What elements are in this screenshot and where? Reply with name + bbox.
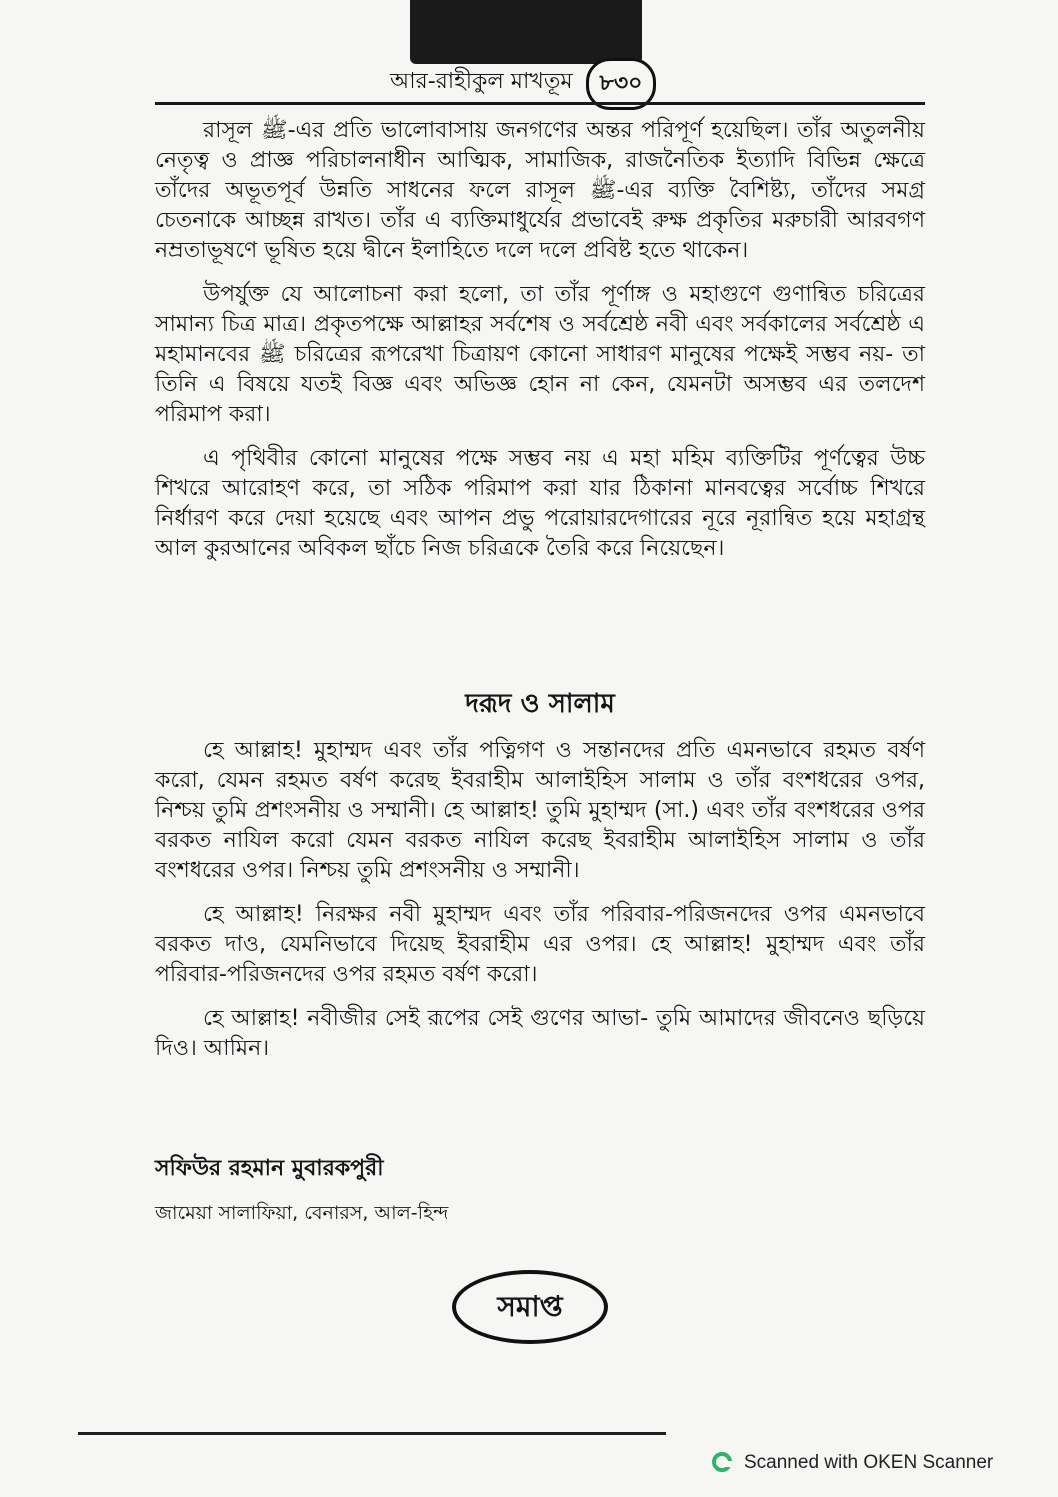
body-paragraph-3: এ পৃথিবীর কোনো মানুষের পক্ষে সম্ভব নয় এ মহা মহিম ব্যক্তিটির পূর্ণত্বের উচ্চ শিখরে আরোহণ করে, তা সঠিক পরিমাপ করা যার ঠিকানা মানবত্বের সর্বোচ্চ শিখরে নির্ধারণ করে দেয়া হয়েছে এবং আপন প্রভু পরোয়ারদেগারের নূরে নূরান্বিত হয়ে মহাগ্রন্থ আল কুরআনের অবিকল ছাঁচে নিজ চরিত্রকে তৈরি করে নিয়েছেন। <box>155 446 925 561</box>
durood-paragraph-2: হে আল্লাহ! নিরক্ষর নবী মুহাম্মদ এবং তাঁর পরিবার-পরিজনদের ওপর এমনভাবে বরকত দাও, যেমনিভাবে দিয়েছ ইবরাহীম এর ওপর। হে আল্লাহ! মুহাম্মদ এবং তাঁর পরিবার-পরিজনদের ওপর রহমত বর্ষণ করো। <box>155 902 925 987</box>
author-name: সফিউর রহমান মুবারকপুরী <box>155 1156 384 1181</box>
end-mark: সমাপ্ত <box>452 1270 608 1344</box>
scanner-text: Scanned with OKEN Scanner <box>744 1452 994 1473</box>
scanner-watermark <box>712 1450 1052 1482</box>
header-tab <box>410 0 642 64</box>
body-paragraph-2: উপর্যুক্ত যে আলোচনা করা হলো, তা তাঁর পূর্ণাঙ্গ ও মহাগুণে গুণান্বিত চরিত্রের সামান্য চিত্র মাত্র। প্রকৃতপক্ষে আল্লাহর সর্বশেষ ও সর্বশ্রেষ্ঠ নবী এবং সর্বকালের সর্বশ্রেষ্ঠ এ মহামানবের ﷺ চরিত্রের রূপরেখা চিত্রায়ণ কোনো সাধারণ মানুষের পক্ষেই সম্ভব নয়- তা তিনি এ বিষয়ে যতই বিজ্ঞ এবং অভিজ্ঞ হোন না কেন, যেমনটা অসম্ভব এর তলদেশ পরিমাপ করা। <box>155 282 925 427</box>
body-paragraph-1: রাসূল ﷺ-এর প্রতি ভালোবাসায় জনগণের অন্তর পরিপূর্ণ হয়েছিল। তাঁর অতুলনীয় নেতৃত্ব ও প্রাজ্ঞ পরিচালনাধীন আত্মিক, সামাজিক, রাজনৈতিক ইত্যাদি বিভিন্ন ক্ষেত্রে তাঁদের অভূতপূর্ব উন্নতি সাধনের ফলে রাসূল ﷺ-এর ব্যক্তি বৈশিষ্ট্য, তাঁদের সমগ্র চেতনাকে আচ্ছন্ন রাখত। তাঁর এ ব্যক্তিমাধুর্যের প্রভাবেই রুক্ষ প্রকৃতির মরুচারী আরবগণ নম্রতাভূষণে ভূষিত হয়ে দ্বীনে ইলাহিতে দলে দলে প্রবিষ্ট হতে থাকেন। <box>155 118 925 263</box>
durood-paragraph-3: হে আল্লাহ! নবীজীর সেই রূপের সেই গুণের আভা- তুমি আমাদের জীবনেও ছড়িয়ে দিও। আমিন। <box>155 1006 925 1061</box>
running-title: আর-রাহীকুল মাখতূম <box>390 69 573 94</box>
durood-paragraph-1: হে আল্লাহ! মুহাম্মদ এবং তাঁর পত্নিগণ ও সন্তানদের প্রতি এমনভাবে রহমত বর্ষণ করো, যেমন রহমত বর্ষণ করেছ ইবরাহীম আলাইহিস সালাম ও তাঁর বংশধরের ওপর, নিশ্চয় তুমি প্রশংসনীয় ও সম্মানী। হে আল্লাহ! তুমি মুহাম্মদ (সা.) এবং তাঁর বংশধরের ওপর বরকত নাযিল করো যেমন বরকত নাযিল করেছ ইবরাহীম আলাইহিস সালাম ও তাঁর বংশধরের ওপর। নিশ্চয় তুমি প্রশংসনীয় ও সম্মানী। <box>155 738 925 883</box>
footer-rule <box>78 1432 666 1435</box>
section-heading: দরূদ ও সালাম <box>465 689 615 719</box>
author-affiliation: জামেয়া সালাফিয়া, বেনারস, আল-হিন্দ <box>155 1202 449 1224</box>
page-number: ৮৩০ <box>586 58 656 110</box>
scanner-logo-icon <box>712 1452 732 1472</box>
durood-text <box>155 736 925 1078</box>
body-text <box>155 116 925 578</box>
header-rule <box>155 102 925 105</box>
